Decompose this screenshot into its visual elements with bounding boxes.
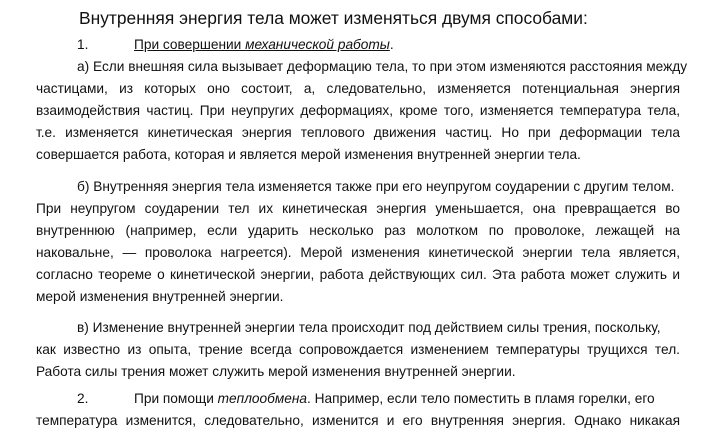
para-b-line-2: При неупругом соударении тел их кинетическая энергия уменьшается, она превращается во (36, 201, 680, 216)
para-a-line-2: частицами, из которых оно состоит, а, следовательно, изменяется потенциальная энергия (36, 81, 680, 96)
item-1-heading (134, 35, 394, 55)
item-1-lead: При совершении (134, 37, 246, 52)
para-c-line-2: как известно из опыта, трение всегда сопровождается изменением температуры трущихся тел. (36, 342, 680, 357)
item-2-heading (134, 389, 655, 409)
item-2-lead-emphasis: теплообмена (217, 391, 307, 406)
para-a-line-4: т.е. изменяется кинетическая энергия теплового движения частиц. Но при деформации тела (36, 125, 680, 140)
para-b-line-6: мерой изменения внутренней энергии. (36, 289, 284, 304)
para-a-line-3: взаимодействия частиц. При неупругих деформациях, кроме того, изменяется температура тела, (36, 103, 680, 118)
para-b-line-5: согласно теореме о кинетической энергии, работа действующих сил. Эта работа может служить и (36, 267, 680, 282)
para-c-line-1: в) Изменение внутренней энергии тела происходит под действием силы трения, поскольку, (77, 320, 661, 335)
item-1-lead-end: . (389, 37, 394, 52)
item-2-lead: При помощи (134, 391, 218, 406)
para-a-line-1: а) Если внешняя сила вызывает деформацию тела, то при этом изменяются расстояния между (77, 59, 688, 74)
para-b-line-3: внутреннюю (например, если ударить несколько раз молотком по проволоке, лежащей на (36, 223, 680, 238)
item-2-number: 2. (77, 391, 89, 406)
para-b-line-4: наковальне, — проволока нагреется). Мерой изменения кинетической энергии тела является, (36, 245, 680, 260)
para-a-line-5: совершается работа, которая и является мерой изменения внутренней энергии тела. (36, 147, 581, 162)
item-2-line-2: температура изменится, следовательно, изменится и его внутренняя энергия. Однако никакая (36, 413, 680, 428)
item-2-rest: . Например, если тело поместить в пламя горелки, его (307, 391, 655, 406)
page-title: Внутренняя энергия тела может изменяться двумя способами: (79, 8, 588, 28)
para-c-line-3: Работа силы трения может служить мерой изменения внутренней энергии. (36, 364, 516, 379)
para-b-line-1: б) Внутренняя энергия тела изменяется также при его неупругом соударении с другим телом. (77, 179, 675, 194)
item-1-lead-emphasis: механической работы (245, 37, 390, 52)
item-1-number: 1. (77, 37, 89, 52)
